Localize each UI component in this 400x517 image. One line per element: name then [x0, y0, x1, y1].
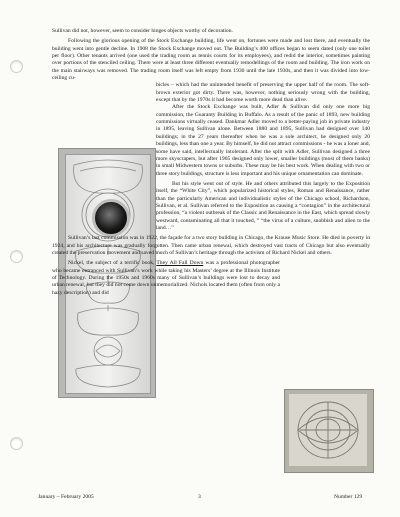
ornament-photo-face	[289, 394, 367, 466]
book-title: They All Fall Down	[156, 260, 204, 267]
binder-hole	[10, 250, 23, 263]
issue-date: January – February 2005	[38, 494, 94, 500]
issue-number: Number 129	[334, 494, 363, 500]
paragraph: Sullivan did not, however, seem to consider hinges objects worthy of decoration.	[52, 28, 233, 34]
page-number: 3	[198, 494, 201, 500]
paragraph	[52, 260, 280, 297]
paragraph: Sullivan’s last commission was in 1922, the façade for a two story building in Chicago, the Krause Music Store. He died in poverty in 1924, and his architecture was gradually forgotten. Then came urban renewal, which destroyed vast tracts of Chicago but also eventually created the preservation movement and saved much of Sullivan’s heritage through the activism of Richard Nickel and others.	[52, 235, 370, 256]
paragraph: But his style went out of style. He and others attributed this largely to the Exposition itself, the “White City”, which popularized historical styles, Roman and Renaissance, rather than the particularly American and individualistic styles of the Chicago school, Richardson, Sullivan, et al. Sullivan referred to the Exposition as causing a “contagion” in the architectural profession, “a violent outbreak of the Classic and Renaissance in the East, which spread slowly westward, contaminating all that it touched, ” “the virus of a culture, snobbish and alien to the land…”	[156, 180, 370, 231]
paragraph: Following the glorious opening of the Stock Exchange building, life went on, fortunes were made and lost there, and eventually the building went into gentle decline. In 1908 the Stock Exchange moved out. The Building’s 400 offices began to seem dated (only one toilet per floor). Other tenants arrived (one used the trading room as tennis courts for its employees), and redid the interior, sometimes painting over portions of the stenciled ceiling. There were at least three different eventually remodellings of the room and building. The iron work on the main stairways was removed. The trading room itself was left empty from 1930 until the late 1930s, and then it was divided into low-ceiling cu-	[52, 38, 370, 82]
paragraph-text: Nickel, the subject of a terrific book,	[68, 260, 157, 267]
binder-hole	[10, 437, 23, 450]
paragraph-text: was a professional photographer who became entranced with Sullivan’s work while taking his Masters’ degree at the Illinois Institute of Technology. During the 1950s and 1960s many of Sullivan’s buildings were lost to decay and urban renewal, but they did not come down unmemorialized. Nichols located them (often from only a hazy description) and did	[52, 260, 281, 296]
ornament-photo	[284, 389, 374, 473]
article-body	[52, 28, 370, 297]
paragraph: bicles – which had the unintended benefit of preserving the upper half of the room. The soft-brown exterior got dirty. There was, however, nothing seriously wrong with the building, except that by the 1970s it had become worth more dead than alive.	[156, 82, 370, 104]
paragraph: After the Stock Exchange was built, Adler & Sullivan did only one more big commission, the Guaranty Building in Buffalo. As a result of the panic of 1893, new building commissions virtually ceased. Dankmar Adler moved to a better-paying job in private industry in 1895, leaving Sullivan alone. Between 1880 and 1895, Sullivan had designed over 140 buildings; in the 27 years thereafter when he was a sole architect, he designed only 20 buildings, less than one a year. By himself, he did not attract commissions - he was a loner and, some have said, intellectually intolerant. After the split with Adler, Sullivan designed a three more skyscrapers, but after 1905 designed only lower, smaller buildings (most of them banks) in small Midwestern towns or suburbs. These may be his best work. When dealing with two or three story buildings, structure is less important and his unique ornamentation can dominate.	[156, 104, 370, 177]
ornament-detail	[289, 394, 367, 466]
binder-hole	[10, 60, 23, 73]
